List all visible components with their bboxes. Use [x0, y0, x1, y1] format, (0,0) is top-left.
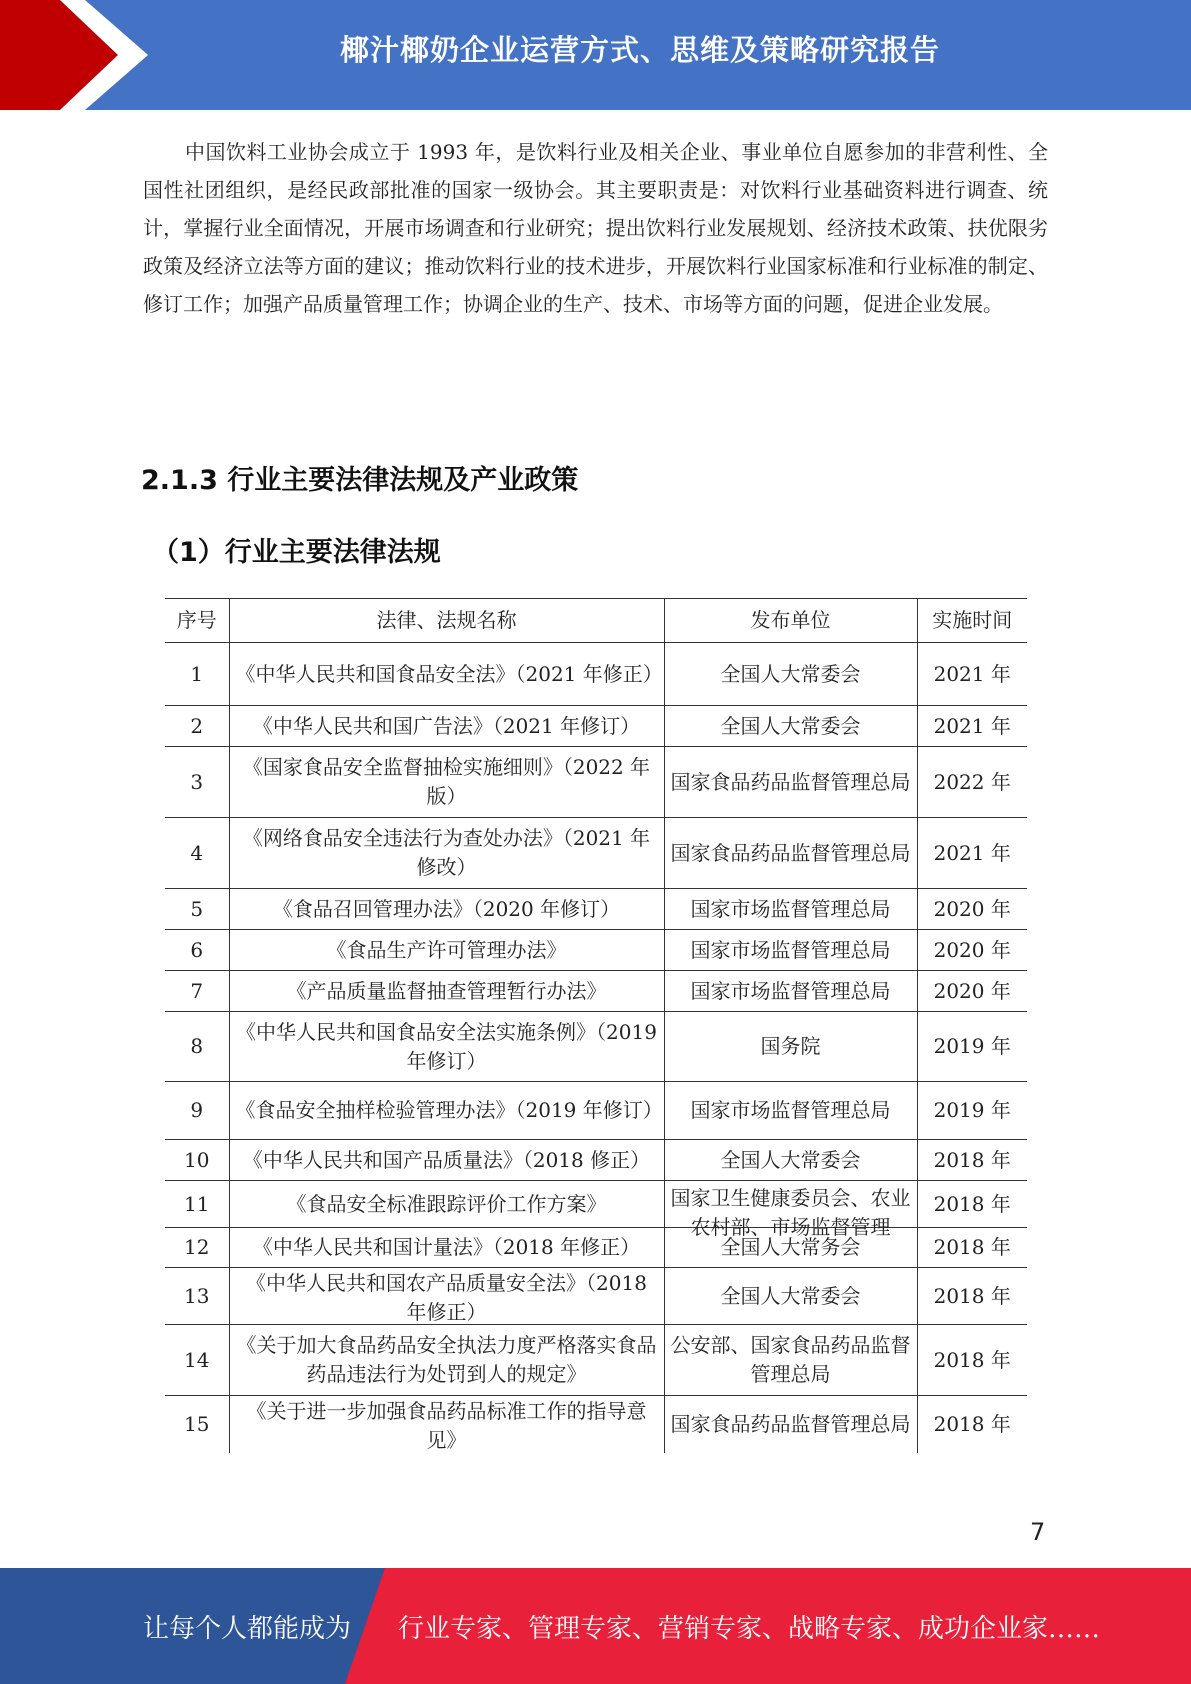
- cell-date: 2021 年: [917, 643, 1027, 706]
- cell-unit: 国家食品药品监督管理总局: [670, 1411, 911, 1436]
- table-row: [165, 1228, 1027, 1268]
- cell-name: 《中华人民共和国食品安全法实施条例》（2019 年修订）: [229, 1012, 664, 1082]
- cell-name: 《产品质量监督抽查管理暂行办法》: [229, 971, 664, 1012]
- table-row: [165, 818, 1027, 889]
- cell-name: 《网络食品安全违法行为查处办法》（2021 年修改）: [229, 818, 664, 889]
- cell-name: 《关于进一步加强食品药品标准工作的指导意见》: [246, 1399, 647, 1453]
- cell-no: 15: [165, 1396, 229, 1453]
- table-row: [165, 1396, 1027, 1453]
- cell-unit: 国家食品药品监督管理总局: [664, 818, 917, 889]
- cell-unit: 国家市场监督管理总局: [664, 971, 917, 1012]
- table-header-row: [165, 599, 1027, 643]
- cell-date: 2018 年: [917, 1396, 1027, 1453]
- cell-no: 5: [165, 889, 229, 930]
- cell-no: 2: [165, 706, 229, 747]
- page-footer: [0, 1568, 1191, 1684]
- header-arrow-decoration: [0, 0, 300, 110]
- cell-unit: 全国人大常委会: [664, 643, 917, 706]
- table-row: [165, 1012, 1027, 1082]
- cell-name: 《中华人民共和国食品安全法》（2021 年修正）: [229, 643, 664, 706]
- cell-unit: 国家市场监督管理总局: [664, 889, 917, 930]
- cell-date: 2018 年: [917, 1181, 1027, 1228]
- cell-name: 《食品召回管理办法》（2020 年修订）: [229, 889, 664, 930]
- cell-unit: 全国人大常委会: [664, 1140, 917, 1181]
- cell-date: 2020 年: [917, 889, 1027, 930]
- table-row: [165, 1325, 1027, 1396]
- cell-date: 2019 年: [917, 1012, 1027, 1082]
- cell-no: 7: [165, 971, 229, 1012]
- cell-date: 2021 年: [917, 706, 1027, 747]
- cell-name: 《关于加大食品药品安全执法力度严格落实食品药品违法行为处罚到人的规定》: [229, 1325, 664, 1396]
- cell-name: 《中华人民共和国计量法》（2018 年修正）: [229, 1228, 664, 1268]
- cell-no: 12: [165, 1228, 229, 1268]
- table-row: [165, 1181, 1027, 1228]
- table-row: [165, 747, 1027, 818]
- intro-paragraph: 中国饮料工业协会成立于 1993 年，是饮料行业及相关企业、事业单位自愿参加的非营利性、全国性社团组织，是经民政部批准的国家一级协会。其主要职责是：对饮料行业基础资料进行调查、统计，掌握行业全面情况，开展市场调查和行业研究；提出饮料行业发展规划、经济技术政策、扶优限劣政策及经济立法等方面的建议；推动饮料行业的技术进步，开展饮料行业国家标准和行业标准的制定、修订工作；加强产品质量管理工作；协调企业的生产、技术、市场等方面的问题，促进企业发展。: [143, 140, 1048, 316]
- cell-no: 11: [165, 1181, 229, 1228]
- cell-unit: 国家市场监督管理总局: [664, 930, 917, 971]
- header-date: 实施时间: [917, 599, 1027, 643]
- page-number: 7: [1030, 1518, 1046, 1546]
- header-name: 法律、法规名称: [229, 599, 664, 643]
- table-row: [165, 1082, 1027, 1140]
- cell-unit: 全国人大常委会: [664, 1268, 917, 1325]
- table-row: [165, 930, 1027, 971]
- table-row: [165, 971, 1027, 1012]
- table-row: [165, 889, 1027, 930]
- cell-date: 2022 年: [917, 747, 1027, 818]
- laws-table: [165, 598, 1027, 1453]
- page-header: [0, 0, 1191, 110]
- cell-unit: 国务院: [664, 1012, 917, 1082]
- cell-no: 8: [165, 1012, 229, 1082]
- cell-name: 《国家食品安全监督抽检实施细则》（2022 年版）: [229, 747, 664, 818]
- cell-no: 13: [165, 1268, 229, 1325]
- cell-unit: 公安部、国家食品药品监督管理总局: [664, 1325, 917, 1396]
- table-row: [165, 706, 1027, 747]
- cell-no: 6: [165, 930, 229, 971]
- cell-date: 2020 年: [917, 971, 1027, 1012]
- cell-date: 2018 年: [917, 1140, 1027, 1181]
- cell-no: 1: [165, 643, 229, 706]
- footer-slogan-left: 让每个人都能成为: [143, 1614, 352, 1644]
- section-heading: 2.1.3 行业主要法律法规及产业政策: [141, 465, 579, 496]
- cell-name: 《中华人民共和国产品质量法》（2018 修正）: [229, 1140, 664, 1181]
- cell-date: 2018 年: [917, 1325, 1027, 1396]
- cell-date: 2018 年: [917, 1228, 1027, 1268]
- cell-no: 10: [165, 1140, 229, 1181]
- cell-name: 《食品安全标准跟踪评价工作方案》: [229, 1181, 664, 1228]
- cell-unit: 国家食品药品监督管理总局: [664, 747, 917, 818]
- cell-no: 14: [165, 1325, 229, 1396]
- header-unit: 发布单位: [664, 599, 917, 643]
- table-row: [165, 1140, 1027, 1181]
- cell-date: 2020 年: [917, 930, 1027, 971]
- cell-name: 《中华人民共和国农产品质量安全法》（2018 年修正）: [246, 1271, 647, 1324]
- cell-no: 4: [165, 818, 229, 889]
- cell-name: 《食品生产许可管理办法》: [229, 930, 664, 971]
- header-no: 序号: [165, 599, 229, 643]
- cell-date: 2018 年: [917, 1268, 1027, 1325]
- report-title: 椰汁椰奶企业运营方式、思维及策略研究报告: [339, 33, 940, 67]
- cell-date: 2019 年: [917, 1082, 1027, 1140]
- cell-no: 3: [165, 747, 229, 818]
- cell-unit: 国家卫生健康委员会、农业农村部、市场监督管理: [670, 1186, 911, 1239]
- cell-name: 《食品安全抽样检验管理办法》（2019 年修订）: [235, 1098, 663, 1122]
- subsection-heading: （1）行业主要法律法规: [152, 537, 441, 568]
- table-row: [165, 1268, 1027, 1325]
- cell-unit: 全国人大常务会: [664, 1228, 917, 1268]
- cell-date: 2021 年: [917, 818, 1027, 889]
- footer-slogan-right: 行业专家、管理专家、营销专家、战略专家、成功企业家……: [398, 1614, 1101, 1644]
- table-row: [165, 643, 1027, 706]
- cell-unit: 全国人大常委会: [664, 706, 917, 747]
- cell-name: 《中华人民共和国广告法》（2021 年修订）: [229, 706, 664, 747]
- cell-no: 9: [165, 1082, 229, 1140]
- cell-unit: 国家市场监督管理总局: [664, 1082, 917, 1140]
